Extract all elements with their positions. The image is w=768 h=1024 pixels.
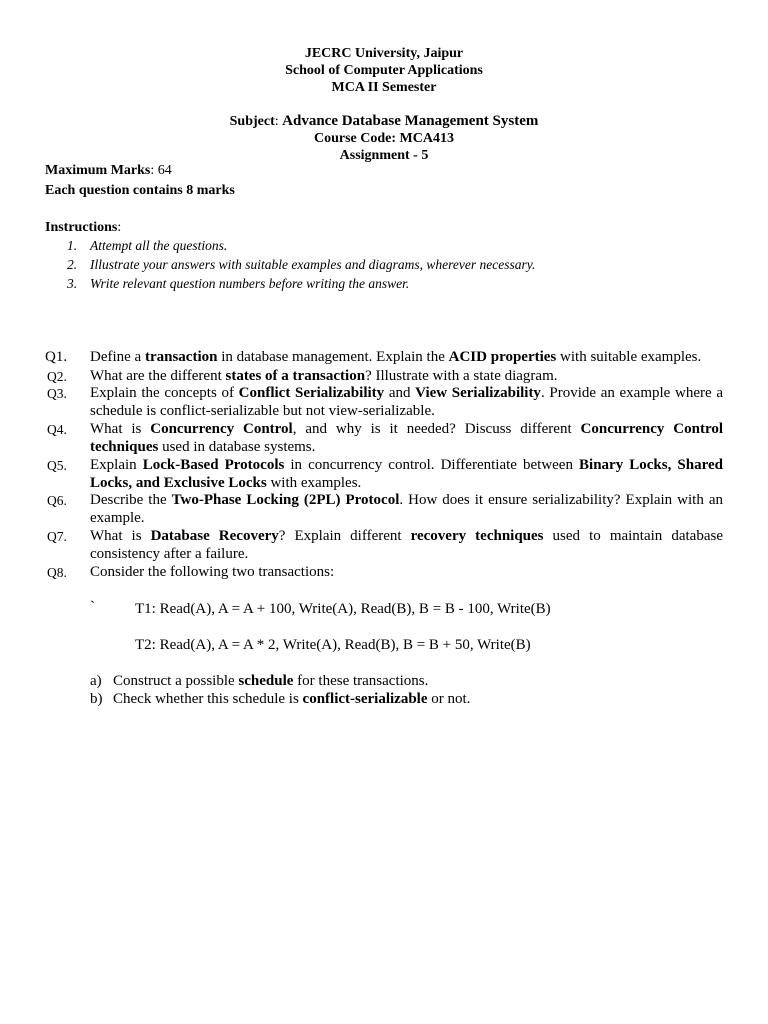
question-text: What is Concurrency Control, and why is it needed? Discuss different Concurrency Control techniques used in database systems. bbox=[90, 421, 723, 455]
university-name: JECRC University, Jaipur bbox=[304, 46, 464, 61]
question-number: Q6. bbox=[47, 493, 67, 508]
question-text: Define a transaction in database management. Explain the ACID properties with suitable examples. bbox=[90, 349, 702, 365]
subject-value: Advance Database Management System bbox=[282, 113, 539, 129]
question-2 bbox=[45, 368, 723, 386]
question-1 bbox=[45, 349, 723, 367]
question-text: Explain the concepts of Conflict Serializability and View Serializability. Provide an example where a schedule is conflict-serializable but not view-serializable. bbox=[90, 385, 723, 419]
question-text: Consider the following two transactions: bbox=[90, 564, 335, 580]
question-text: What is Database Recovery? Explain different recovery techniques used to maintain database consistency after a failure. bbox=[90, 528, 723, 562]
transaction-t1: T1: Read(A), A = A + 100, Write(A), Read(B), B = B - 100, Write(B) bbox=[135, 601, 551, 617]
question-6 bbox=[45, 492, 723, 528]
question-5 bbox=[45, 457, 723, 493]
max-marks-value: : 64 bbox=[150, 163, 172, 178]
course-code: Course Code: MCA413 bbox=[314, 131, 454, 146]
transaction-t2: T2: Read(A), A = A * 2, Write(A), Read(B), B = B + 50, Write(B) bbox=[135, 637, 531, 653]
question-number: Q4. bbox=[47, 422, 67, 437]
marks-per-question: Each question contains 8 marks bbox=[45, 183, 235, 198]
subpart-a: a) Construct a possible schedule for these transactions. bbox=[90, 673, 429, 689]
max-marks-label: Maximum Marks bbox=[45, 163, 151, 178]
instruction-item: 2. Illustrate your answers with suitable examples and diagrams, wherever necessary. bbox=[67, 257, 536, 272]
semester: MCA II Semester bbox=[331, 80, 437, 95]
question-text: Describe the Two-Phase Locking (2PL) Protocol. How does it ensure serializability? Explain with an example. bbox=[90, 492, 723, 526]
instructions-label: Instructions bbox=[45, 220, 118, 235]
question-number: Q1. bbox=[45, 349, 68, 365]
backtick-mark: ` bbox=[90, 599, 95, 615]
question-3 bbox=[45, 385, 723, 421]
maximum-marks bbox=[45, 162, 172, 179]
assignment-title: Assignment - 5 bbox=[339, 148, 429, 163]
instruction-item: 1. Attempt all the questions. bbox=[67, 238, 228, 253]
subpart-b: b) Check whether this schedule is conflict-serializable or not. bbox=[90, 691, 471, 707]
question-number: Q8. bbox=[47, 565, 67, 580]
question-7 bbox=[45, 528, 723, 564]
instruction-item: 3. Write relevant question numbers before writing the answer. bbox=[67, 276, 410, 291]
question-number: Q7. bbox=[47, 529, 67, 544]
question-text: What are the different states of a transaction? Illustrate with a state diagram. bbox=[90, 368, 558, 384]
question-number: Q3. bbox=[47, 386, 67, 401]
question-number: Q2. bbox=[47, 369, 67, 384]
subject-line: Subject: Advance Database Management System bbox=[229, 113, 539, 129]
school-name: School of Computer Applications bbox=[285, 63, 483, 78]
question-4 bbox=[45, 421, 723, 457]
subject-label: Subject bbox=[229, 114, 275, 129]
question-text: Explain Lock-Based Protocols in concurrency control. Differentiate between Binary Locks, Shared Locks, and Exclusive Locks with examples. bbox=[90, 457, 723, 491]
question-8 bbox=[45, 564, 723, 582]
instructions-heading: Instructions: bbox=[45, 220, 122, 235]
question-number: Q5. bbox=[47, 458, 67, 473]
